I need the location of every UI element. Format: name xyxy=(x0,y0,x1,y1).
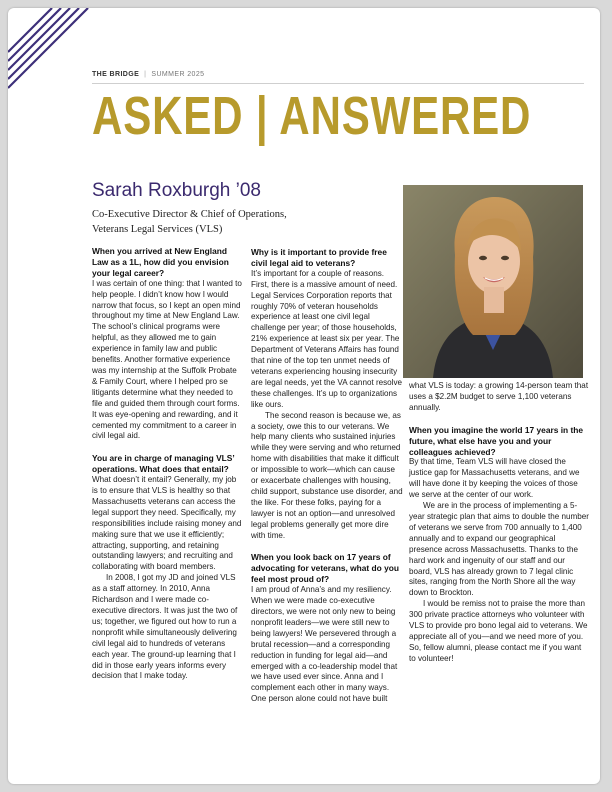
question-heading: When you look back on 17 years of advocating for veterans, what do you feel most proud of? xyxy=(251,552,399,585)
role-line-1: Co-Executive Director & Chief of Operations, xyxy=(92,209,287,220)
profile-role xyxy=(92,207,287,237)
answer-paragraph: By that time, Team VLS will have closed the justice gap for Massachusetts veterans, and we will have done it by keeping the voices of those we serve at the center of our work. xyxy=(409,457,580,500)
page-title: ASKED | ANSWERED xyxy=(92,86,532,146)
answer-paragraph: I would be remiss not to praise the more than 300 private practice attorneys who volunteer with VLS to provide pro bono legal aid to veterans. We appreciate all of you—and we need more of you. So, fellow alumni, please contact me if you want to volunteer! xyxy=(409,599,588,663)
header-rule xyxy=(92,83,584,84)
magazine-page xyxy=(8,8,600,784)
answer-paragraph: I was certain of one thing: that I wanted to help people. I didn’t know how I would narrow that focus, so I kept an open mind throughout my time at New England Law. The school’s clinical programs were helpful, as they allowed me to gain experience in family law and public benefits. Another formative experience was my internship at the Suffolk Probate & Family Court, where I helped pro se litigants determine what they needed to file and guided them through court forms. It was eye-opening and rewarding, and it cemented my commitment to a career in civil legal aid. xyxy=(92,278,242,441)
question-heading: When you imagine the world 17 years in the future, what else have you and your colleagues achieved? xyxy=(409,424,584,457)
answer-paragraph: In 2008, I got my JD and joined VLS as a staff attorney. In 2010, Anna Richardson and I were made co-executive directors. It was just the two of us; together, we figured out how to run a nonprofit while simultaneously delivering civil legal aid to hundreds of veterans each year. The ground-up learning that I did in those early years informs every decision that I make today. xyxy=(92,573,238,681)
answer-paragraph: what VLS is today: a growing 14-person team that uses a $2.2M budget to serve 1,100 veterans annually. xyxy=(409,381,589,412)
column-1 xyxy=(92,246,243,682)
answer-paragraph: What doesn’t it entail? Generally, my job is to ensure that VLS is healthy so that Massachusetts veterans can access the legal support they need. Specifically, my responsibilities include raising money and making sure that we use it efficiently; attracting, supporting, and retaining outstanding lawyers; and recruiting and collaborating with board members. xyxy=(92,475,242,572)
column-2 xyxy=(251,247,403,705)
profile-name: Sarah Roxburgh ’08 xyxy=(92,180,261,201)
header-separator: | xyxy=(144,71,147,78)
answer-paragraph: It’s important for a couple of reasons. First, there is a massive amount of need. Legal Services Corporation reports that roughly 70% of veteran households experience at least one civil legal challenge per year; of those households, 21% experience at least six per year. The Department of Veterans Affairs has found that nine of the top ten unmet needs of veterans experiencing housing insecurity are legal needs, yet the VA cannot resolve these challenges. It’s up to organizations like ours. xyxy=(251,268,403,409)
publication-name: THE BRIDGE xyxy=(92,71,140,78)
answer-paragraph: The second reason is because we, as a society, owe this to our veterans. We help many clients who sustained injuries while they were serving and who returned home with disabilities that make it difficult or impossible to work—which can cause or exacerbate challenges with housing, child support, substance use disorder, and the like. For these folks, paying for a lawyer is not an option—and unresolved legal problems generally get more dire with time. xyxy=(251,410,403,540)
question-heading: You are in charge of managing VLS’ operations. What does that entail? xyxy=(92,453,235,475)
question-heading: When you arrived at New England Law as a 1L, how did you envision your legal career? xyxy=(92,246,229,278)
diagonal-stripes-icon xyxy=(8,8,98,98)
issue-date: SUMMER 2025 xyxy=(151,71,205,78)
column-3 xyxy=(409,381,589,665)
answer-paragraph: I am proud of Anna’s and my resiliency. When we were made co-executive directors, we were not only new to being nonprofit leaders—we were still new to being lawyers! We persevered through a brutal recession—and a corresponding reduction in funding for legal aid—and emerged with a co-leadership model that we have used ever since. Anna and I complement each other in many ways. One person alone could not have built xyxy=(251,585,398,704)
question-heading: Why is it important to provide free civil legal aid to veterans? xyxy=(251,247,387,268)
role-line-2: Veterans Legal Services (VLS) xyxy=(92,224,223,235)
portrait-photo xyxy=(403,185,583,378)
running-header xyxy=(92,71,204,78)
answer-paragraph: We are in the process of implementing a 5-year strategic plan that aims to double the number of veterans we serve from 700 annually to 1,400 annually and to expand our geographical presence across Massachusetts. Thanks to the hard work and ingenuity of our staff and our board, VLS has already grown to 7 legal clinic sites, ranging from the North Shore all the way down to Brockton. xyxy=(409,501,589,598)
